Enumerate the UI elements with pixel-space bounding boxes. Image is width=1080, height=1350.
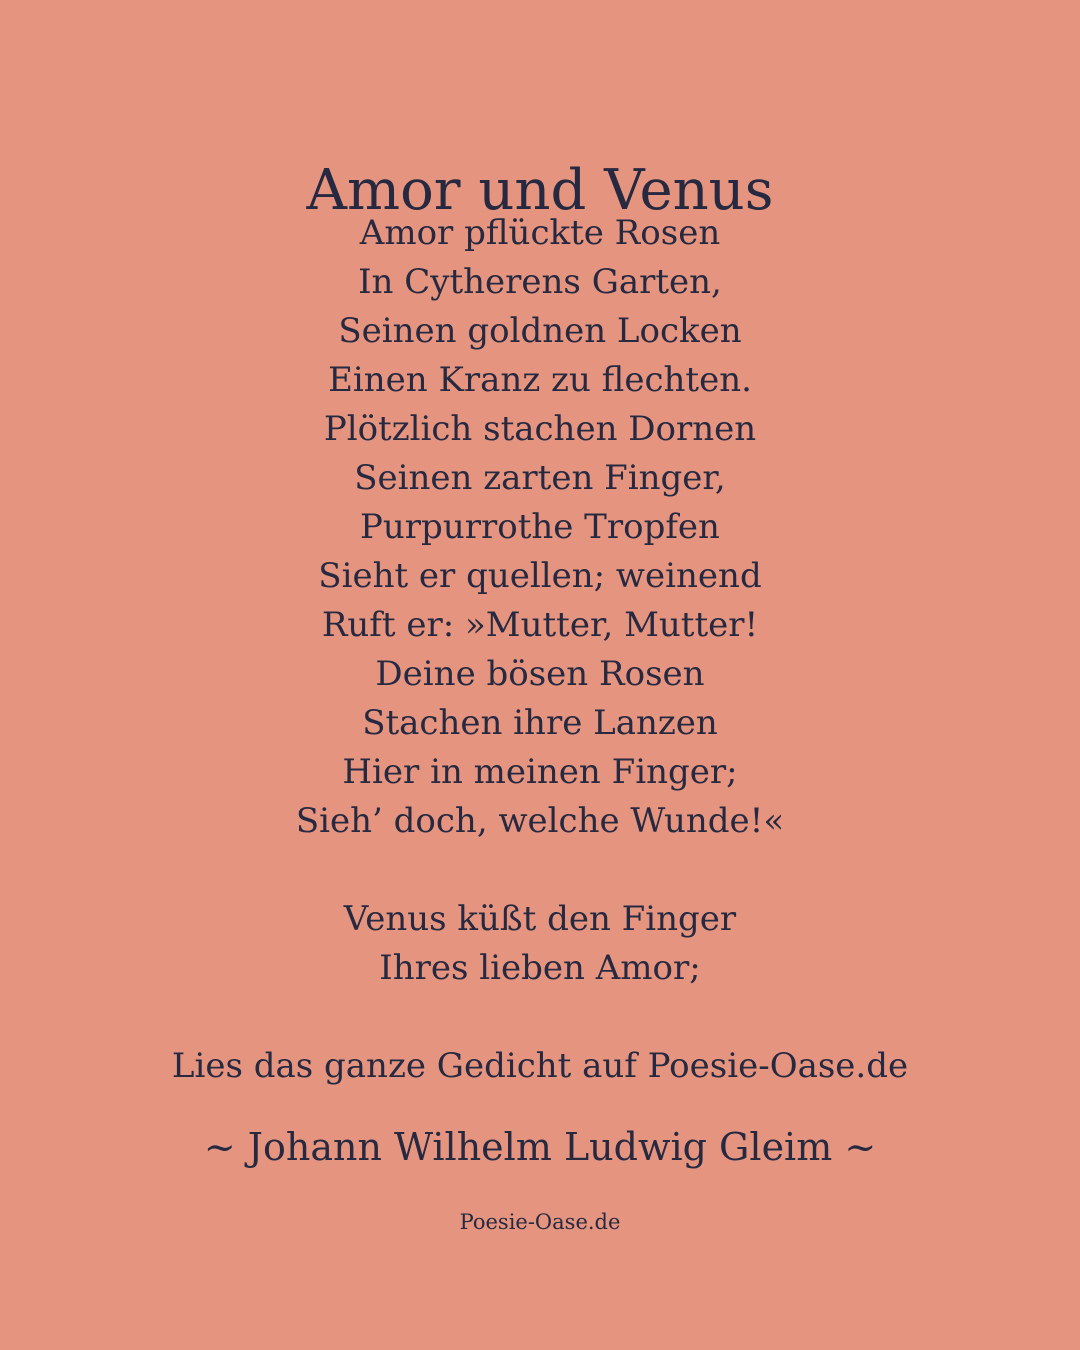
poem-line: Amor pflückte Rosen [359, 213, 721, 253]
poem-line: Einen Kranz zu flechten. [328, 360, 752, 400]
poem-line: Seinen goldnen Locken [338, 311, 742, 351]
poem-line: Ihres lieben Amor; [379, 948, 701, 988]
poem-line: Seinen zarten Finger, [354, 458, 726, 498]
poem-line: Venus küßt den Finger [343, 899, 737, 939]
poem-line: Sieht er quellen; weinend [318, 556, 762, 596]
poem-author: ~ Johann Wilhelm Ludwig Gleim ~ [203, 1125, 877, 1169]
poem-line: Ruft er: »Mutter, Mutter! [321, 605, 759, 645]
site-name: Poesie-Oase.de [459, 1210, 621, 1234]
poem-line: Deine bösen Rosen [375, 654, 705, 694]
poem-line: In Cytherens Garten, [358, 262, 722, 302]
poem-line: Purpurrothe Tropfen [360, 507, 720, 547]
poem-body [0, 209, 1080, 993]
stanza [0, 209, 1080, 846]
read-full-poem-text: Lies das ganze Gedicht auf Poesie-Oase.de [171, 1046, 909, 1086]
stanza [0, 895, 1080, 993]
poem-line: Plötzlich stachen Dornen [323, 409, 757, 449]
poem-title: Amor und Venus [306, 157, 774, 223]
poem-line: Hier in meinen Finger; [342, 752, 738, 792]
poem-line: Sieh’ doch, welche Wunde!« [295, 801, 785, 841]
stanza-divider [0, 846, 1080, 895]
poem-line: Stachen ihre Lanzen [362, 703, 718, 743]
